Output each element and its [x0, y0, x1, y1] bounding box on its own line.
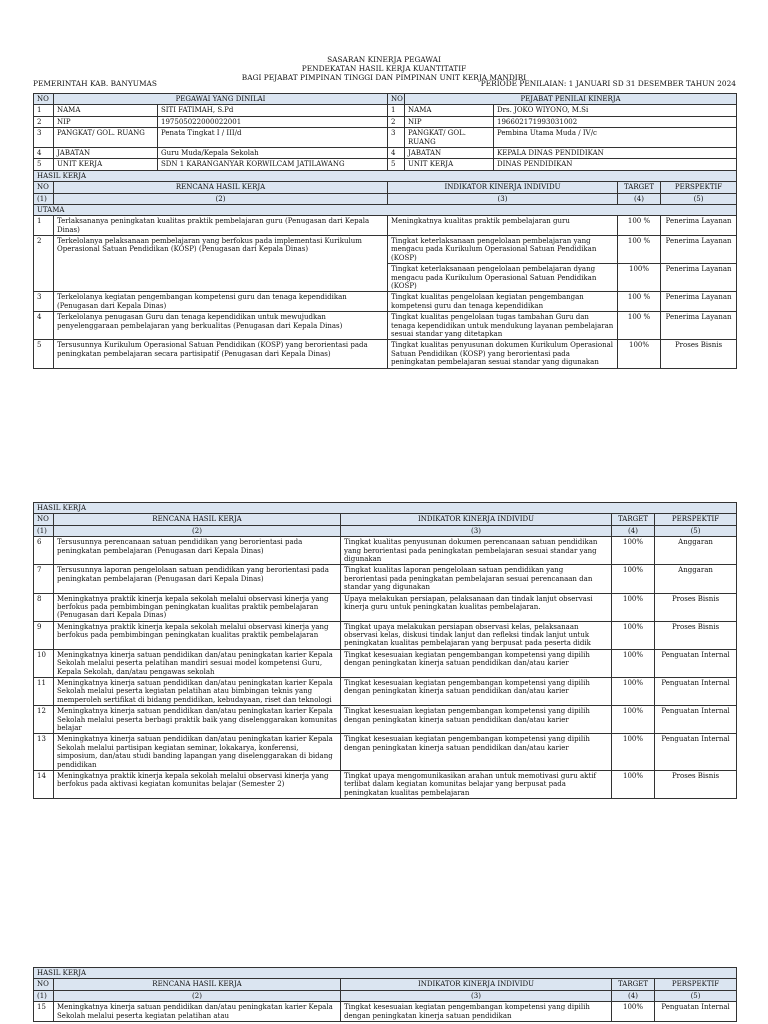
col-num-1: (1)	[34, 525, 54, 536]
row-target: 100%	[612, 706, 655, 734]
row-no: 14	[34, 770, 54, 798]
row-target: 100%	[612, 678, 655, 706]
row-no: 10	[34, 649, 54, 677]
identity-row	[34, 147, 737, 158]
row-perspektif: Penerima Layanan	[661, 236, 737, 264]
col-header-perspektif: PERSPEKTIF	[655, 979, 737, 990]
cell-no: 4	[34, 147, 54, 158]
row-rencana: Meningkatnya kinerja satuan pendidikan dan/atau peningkatan karier Kepala Sekolah melalui peserta berbagi praktik baik yang diselenggarakan komunitas belajar	[54, 706, 341, 734]
row-target: 100%	[612, 649, 655, 677]
periode-label: PERIODE PENILAIAN: 1 JANUARI SD 31 DESEMBER TAHUN 2024	[480, 79, 736, 88]
utama-row	[34, 204, 737, 215]
column-header-row	[34, 514, 737, 525]
row-indikator: Tingkat kualitas pengelolaan kegiatan pengembangan kompetensi guru dan tenaga kependidikan	[388, 292, 618, 312]
identity-row	[34, 105, 737, 116]
identity-row	[34, 128, 737, 148]
col-no-2: NO	[388, 94, 405, 105]
cell-label: NAMA	[54, 105, 158, 116]
row-rencana: Terkelolanya kegiatan pengembangan kompetensi guru dan tenaga kependidikan (Penugasan dari Kepala Dinas)	[54, 292, 388, 312]
col-header-perspektif: PERSPEKTIF	[655, 514, 737, 525]
doc-subtitle: PENDEKATAN HASIL KERJA KUANTITATIF	[301, 64, 467, 73]
row-rencana: Meningkatnya praktik kinerja kepala sekolah melalui observasi kinerja yang berfokus pada pembimbingan peningkatan kualitas praktik pembelajaran	[54, 621, 341, 649]
row-perspektif: Proses Bisnis	[655, 770, 737, 798]
cell-pegawai: Penata Tingkat I / III/d	[158, 128, 388, 148]
column-header-row	[34, 979, 737, 990]
row-indikator: Tingkat kesesuaian kegiatan pengembangan kompetensi yang dipilih dengan peningkatan kinerja satuan pendidikan dan/atau karier	[341, 678, 612, 706]
identity-row	[34, 116, 737, 127]
row-indikator: Tingkat kualitas laporan pengelolaan satuan pendidikan yang berorientasi pada peningkatan pembelajaran sesuai perencanaan dan standar yang digunakan	[341, 565, 612, 593]
col-num-3: (3)	[341, 525, 612, 536]
row-rencana: Meningkatnya kinerja satuan pendidikan dan/atau peningkatan karier Kepala Sekolah melalui partisipan kegiatan seminar, lokakarya, konferensi, simposium, dan/atau studi banding lapangan yang diselenggarakan di bidang pendidikan	[54, 734, 341, 771]
row-rencana: Tersusunnya perencanaan satuan pendidikan yang berorientasi pada peningkatan pembelajaran (Penugasan dari Kepala Dinas)	[54, 537, 341, 565]
cell-label-2: UNIT KERJA	[405, 159, 494, 170]
cell-label: PANGKAT/ GOL. RUANG	[54, 128, 158, 148]
col-header-rencana: RENCANA HASIL KERJA	[54, 979, 341, 990]
row-no: 13	[34, 734, 54, 771]
col-num-2: (2)	[54, 193, 388, 204]
row-target: 100 %	[618, 236, 661, 264]
row-perspektif: Proses Bisnis	[661, 340, 737, 368]
row-no: 1	[34, 216, 54, 236]
row-no: 8	[34, 593, 54, 621]
table-row	[34, 340, 737, 368]
column-number-row	[34, 525, 737, 536]
row-target: 100%	[612, 537, 655, 565]
table-row	[34, 706, 737, 734]
row-indikator: Meningkatnya kualitas praktik pembelajaran guru	[388, 216, 618, 236]
table-row	[34, 537, 737, 565]
cell-no: 1	[34, 105, 54, 116]
doc-title: SASARAN KINERJA PEGAWAI	[327, 55, 441, 64]
table-row	[34, 565, 737, 593]
col-num-3: (3)	[341, 990, 612, 1001]
table-row	[34, 770, 737, 798]
penilai-title: PEJABAT PENILAI KINERJA	[405, 94, 737, 105]
col-no: NO	[34, 94, 54, 105]
row-rencana: Meningkatnya praktik kinerja kepala sekolah melalui observasi kinerja yang berfokus pada pembimbingan peningkatan kualitas praktik pembelajaran (Penugasan dari Kepala Dinas)	[54, 593, 341, 621]
row-perspektif: Penguatan Internal	[655, 678, 737, 706]
pegawai-title: PEGAWAI YANG DINILAI	[54, 94, 388, 105]
cell-pegawai: Guru Muda/Kepala Sekolah	[158, 147, 388, 158]
row-target: 100 %	[618, 292, 661, 312]
row-target: 100%	[618, 264, 661, 292]
row-perspektif: Penerima Layanan	[661, 216, 737, 236]
cell-no-2: 2	[388, 116, 405, 127]
row-rencana: Tersusunnya Kurikulum Operasional Satuan Pendidikan (KOSP) yang berorientasi pada peningkatan pembelajaran secara partisipatif (Penugasan dari Kepala Dinas)	[54, 340, 388, 368]
hasil-kerja-title: HASIL KERJA	[34, 170, 737, 181]
col-header-indikator: INDIKATOR KINERJA INDIVIDU	[341, 979, 612, 990]
row-perspektif: Penguatan Internal	[655, 706, 737, 734]
table-row	[34, 216, 737, 236]
table-row	[34, 734, 737, 771]
section-title-row	[34, 170, 737, 181]
col-num-4: (4)	[612, 525, 655, 536]
row-rencana: Meningkatnya kinerja satuan pendidikan dan/atau peningkatan karier Kepala Sekolah melalui peserta kegiatan pelatihan atau bimbingan teknis yang memperoleh sertifikat di bidang pendidikan, kebudayaan, riset dan teknologi	[54, 678, 341, 706]
row-indikator: Tingkat upaya melakukan persiapan observasi kelas, pelaksanaan observasi kelas, diskusi tindak lanjut dan refleksi tindak lanjut untuk peningkatan kualitas pembelajaran yang berpusat pada peserta didik	[341, 621, 612, 649]
row-rencana: Meningkatnya kinerja satuan pendidikan dan/atau peningkatan karier Kepala Sekolah melalui peserta pelatihan mandiri sesuai model kompetensi Guru, Kepala Sekolah, dan/atau pengawas sekolah	[54, 649, 341, 677]
row-perspektif: Anggaran	[655, 537, 737, 565]
col-header-indikator: INDIKATOR KINERJA INDIVIDU	[388, 182, 618, 193]
col-header-rencana: RENCANA HASIL KERJA	[54, 182, 388, 193]
row-rencana: Terkelolanya penugasan Guru dan tenaga kependidikan untuk mewujudkan penyelenggaraan pembelajaran yang berkualitas (Penugasan dari Kepala Dinas)	[54, 312, 388, 340]
cell-no: 2	[34, 116, 54, 127]
cell-pegawai: SDN 1 KARANGANYAR KORWILCAM JATILAWANG	[158, 159, 388, 170]
hasil-kerja-title: HASIL KERJA	[34, 968, 737, 979]
cell-no: 5	[34, 159, 54, 170]
row-no: 5	[34, 340, 54, 368]
row-no: 2	[34, 236, 54, 292]
row-target: 100%	[612, 734, 655, 771]
column-number-row	[34, 990, 737, 1001]
results-table-page-2	[33, 502, 737, 799]
col-header-target: TARGET	[612, 514, 655, 525]
row-no: 6	[34, 537, 54, 565]
row-indikator: Upaya melakukan persiapan, pelaksanaan dan tindak lanjut observasi kinerja guru untuk peningkatan kualitas pembelajaran.	[341, 593, 612, 621]
row-indikator: Tingkat kualitas penyusunan dokumen Kurikulum Operasional Satuan Pendidikan (KOSP) yang berorientasi pada peningkatan pembelajaran sesuai standar yang digunakan	[388, 340, 618, 368]
row-perspektif: Penerima Layanan	[661, 312, 737, 340]
row-no: 15	[34, 1002, 54, 1022]
section-title-row	[34, 503, 737, 514]
row-perspektif: Penguatan Internal	[655, 649, 737, 677]
col-header-no: NO	[34, 182, 54, 193]
cell-penilai: KEPALA DINAS PENDIDIKAN	[494, 147, 737, 158]
col-header-target: TARGET	[618, 182, 661, 193]
table-row	[34, 1002, 737, 1022]
row-target: 100%	[618, 340, 661, 368]
col-num-2: (2)	[54, 525, 341, 536]
col-header-target: TARGET	[612, 979, 655, 990]
row-target: 100%	[612, 565, 655, 593]
cell-label-2: NAMA	[405, 105, 494, 116]
identity-row	[34, 159, 737, 170]
hasil-kerja-title: HASIL KERJA	[34, 503, 737, 514]
col-num-3: (3)	[388, 193, 618, 204]
cell-label-2: JABATAN	[405, 147, 494, 158]
row-perspektif: Penguatan Internal	[655, 1002, 737, 1022]
cell-penilai: Pembina Utama Muda / IV/c	[494, 128, 737, 148]
col-header-no: NO	[34, 514, 54, 525]
cell-penilai: Drs. JOKO WIYONO, M.Si	[494, 105, 737, 116]
row-indikator: Tingkat kesesuaian kegiatan pengembangan kompetensi yang dipilih dengan peningkatan kinerja satuan pendidikan	[341, 1002, 612, 1022]
col-header-no: NO	[34, 979, 54, 990]
row-indikator: Tingkat kesesuaian kegiatan pengembangan kompetensi yang dipilih dengan peningkatan kinerja satuan pendidikan dan/atau karier	[341, 734, 612, 771]
cell-penilai: DINAS PENDIDIKAN	[494, 159, 737, 170]
row-indikator: Tingkat upaya mengomunikasikan arahan untuk memotivasi guru aktif terlibat dalam kegiatan komunitas belajar yang berpusat pada peningkatan kualitas pembelajaran	[341, 770, 612, 798]
row-indikator: Tingkat kesesuaian kegiatan pengembangan kompetensi yang dipilih dengan peningkatan kinerja satuan pendidikan dan/atau karier	[341, 649, 612, 677]
col-num-1: (1)	[34, 193, 54, 204]
row-no: 12	[34, 706, 54, 734]
cell-no-2: 4	[388, 147, 405, 158]
row-target: 100%	[612, 1002, 655, 1022]
identity-header-row	[34, 94, 737, 105]
row-target: 100%	[612, 593, 655, 621]
row-indikator: Tingkat keterlaksanaan pengelolaan pembelajaran dyang mengacu pada Kurikulum Operasional Satuan Pendidikan (KOSP)	[388, 264, 618, 292]
table-row	[34, 649, 737, 677]
row-rencana: Tersusunnya laporan pengelolaan satuan pendidikan yang berorientasi pada peningkatan pembelajaran (Penugasan dari Kepala Dinas)	[54, 565, 341, 593]
row-no: 9	[34, 621, 54, 649]
cell-penilai: 196602171993031002	[494, 116, 737, 127]
cell-no-2: 1	[388, 105, 405, 116]
col-num-4: (4)	[612, 990, 655, 1001]
identity-and-results-table	[33, 93, 737, 369]
row-perspektif: Penguatan Internal	[655, 734, 737, 771]
column-header-row	[34, 182, 737, 193]
row-perspektif: Proses Bisnis	[655, 593, 737, 621]
row-rencana: Terlaksananya peningkatan kualitas praktik pembelajaran guru (Penugasan dari Kepala Dinas)	[54, 216, 388, 236]
row-rencana: Meningkatnya kinerja satuan pendidikan dan/atau peningkatan karier Kepala Sekolah melalui peserta kegiatan pelatihan atau	[54, 1002, 341, 1022]
cell-pegawai: SITI FATIMAH, S.Pd	[158, 105, 388, 116]
cell-label: UNIT KERJA	[54, 159, 158, 170]
row-indikator: Tingkat kesesuaian kegiatan pengembangan kompetensi yang dipilih dengan peningkatan kinerja satuan pendidikan dan/atau karier	[341, 706, 612, 734]
doc-subtitle-2: BAGI PEJABAT PIMPINAN TINGGI DAN PIMPINAN UNIT KERJA MANDIRI	[241, 73, 527, 82]
row-target: 100 %	[618, 216, 661, 236]
cell-label: JABATAN	[54, 147, 158, 158]
table-row	[34, 292, 737, 312]
row-target: 100%	[612, 621, 655, 649]
cell-label-2: PANGKAT/ GOL. RUANG	[405, 128, 494, 148]
cell-no: 3	[34, 128, 54, 148]
cell-no-2: 5	[388, 159, 405, 170]
col-header-perspektif: PERSPEKTIF	[661, 182, 737, 193]
cell-pegawai: 197505022000022001	[158, 116, 388, 127]
table-row	[34, 678, 737, 706]
row-indikator: Tingkat kualitas penyusunan dokumen perencanaan satuan pendidikan yang berorientasi pada peningkatan pembelajaran sesuai standar yang digunakan	[341, 537, 612, 565]
row-rencana: Terkelolanya pelaksanaan pembelajaran yang berfokus pada implementasi Kurikulum Operasional Satuan Pendidikan (KOSP) (Penugasan dari Kepala Dinas)	[54, 236, 388, 292]
col-num-1: (1)	[34, 990, 54, 1001]
col-header-indikator: INDIKATOR KINERJA INDIVIDU	[341, 514, 612, 525]
row-no: 7	[34, 565, 54, 593]
col-num-2: (2)	[54, 990, 341, 1001]
col-num-4: (4)	[618, 193, 661, 204]
col-num-5: (5)	[655, 990, 737, 1001]
row-indikator: Tingkat keterlaksanaan pengelolaan pembelajaran yang mengacu pada Kurikulum Operasional Satuan Pendidikan (KOSP)	[388, 236, 618, 264]
row-target: 100 %	[618, 312, 661, 340]
row-perspektif: Proses Bisnis	[655, 621, 737, 649]
table-row	[34, 236, 737, 264]
row-no: 3	[34, 292, 54, 312]
row-perspektif: Penerima Layanan	[661, 292, 737, 312]
cell-label-2: NIP	[405, 116, 494, 127]
row-perspektif: Anggaran	[655, 565, 737, 593]
table-row	[34, 593, 737, 621]
utama-label: UTAMA	[34, 204, 737, 215]
cell-label: NIP	[54, 116, 158, 127]
row-no: 4	[34, 312, 54, 340]
section-title-row	[34, 968, 737, 979]
results-table-page-3	[33, 967, 737, 1022]
column-number-row	[34, 193, 737, 204]
col-num-5: (5)	[655, 525, 737, 536]
table-row	[34, 621, 737, 649]
row-rencana: Meningkatnya praktik kinerja kepala sekolah melalui observasi kinerja yang berfokus pada aktivasi kegiatan komunitas belajar (Semester 2)	[54, 770, 341, 798]
pemerintah-label: PEMERINTAH KAB. BANYUMAS	[33, 79, 157, 88]
cell-no-2: 3	[388, 128, 405, 148]
table-row	[34, 312, 737, 340]
col-header-rencana: RENCANA HASIL KERJA	[54, 514, 341, 525]
row-target: 100%	[612, 770, 655, 798]
row-no: 11	[34, 678, 54, 706]
row-perspektif: Penerima Layanan	[661, 264, 737, 292]
col-num-5: (5)	[661, 193, 737, 204]
row-indikator: Tingkat kualitas pengelolaan tugas tambahan Guru dan tenaga kependidikan untuk mendukung layanan pembelajaran sesuai standar yang ditetapkan	[388, 312, 618, 340]
